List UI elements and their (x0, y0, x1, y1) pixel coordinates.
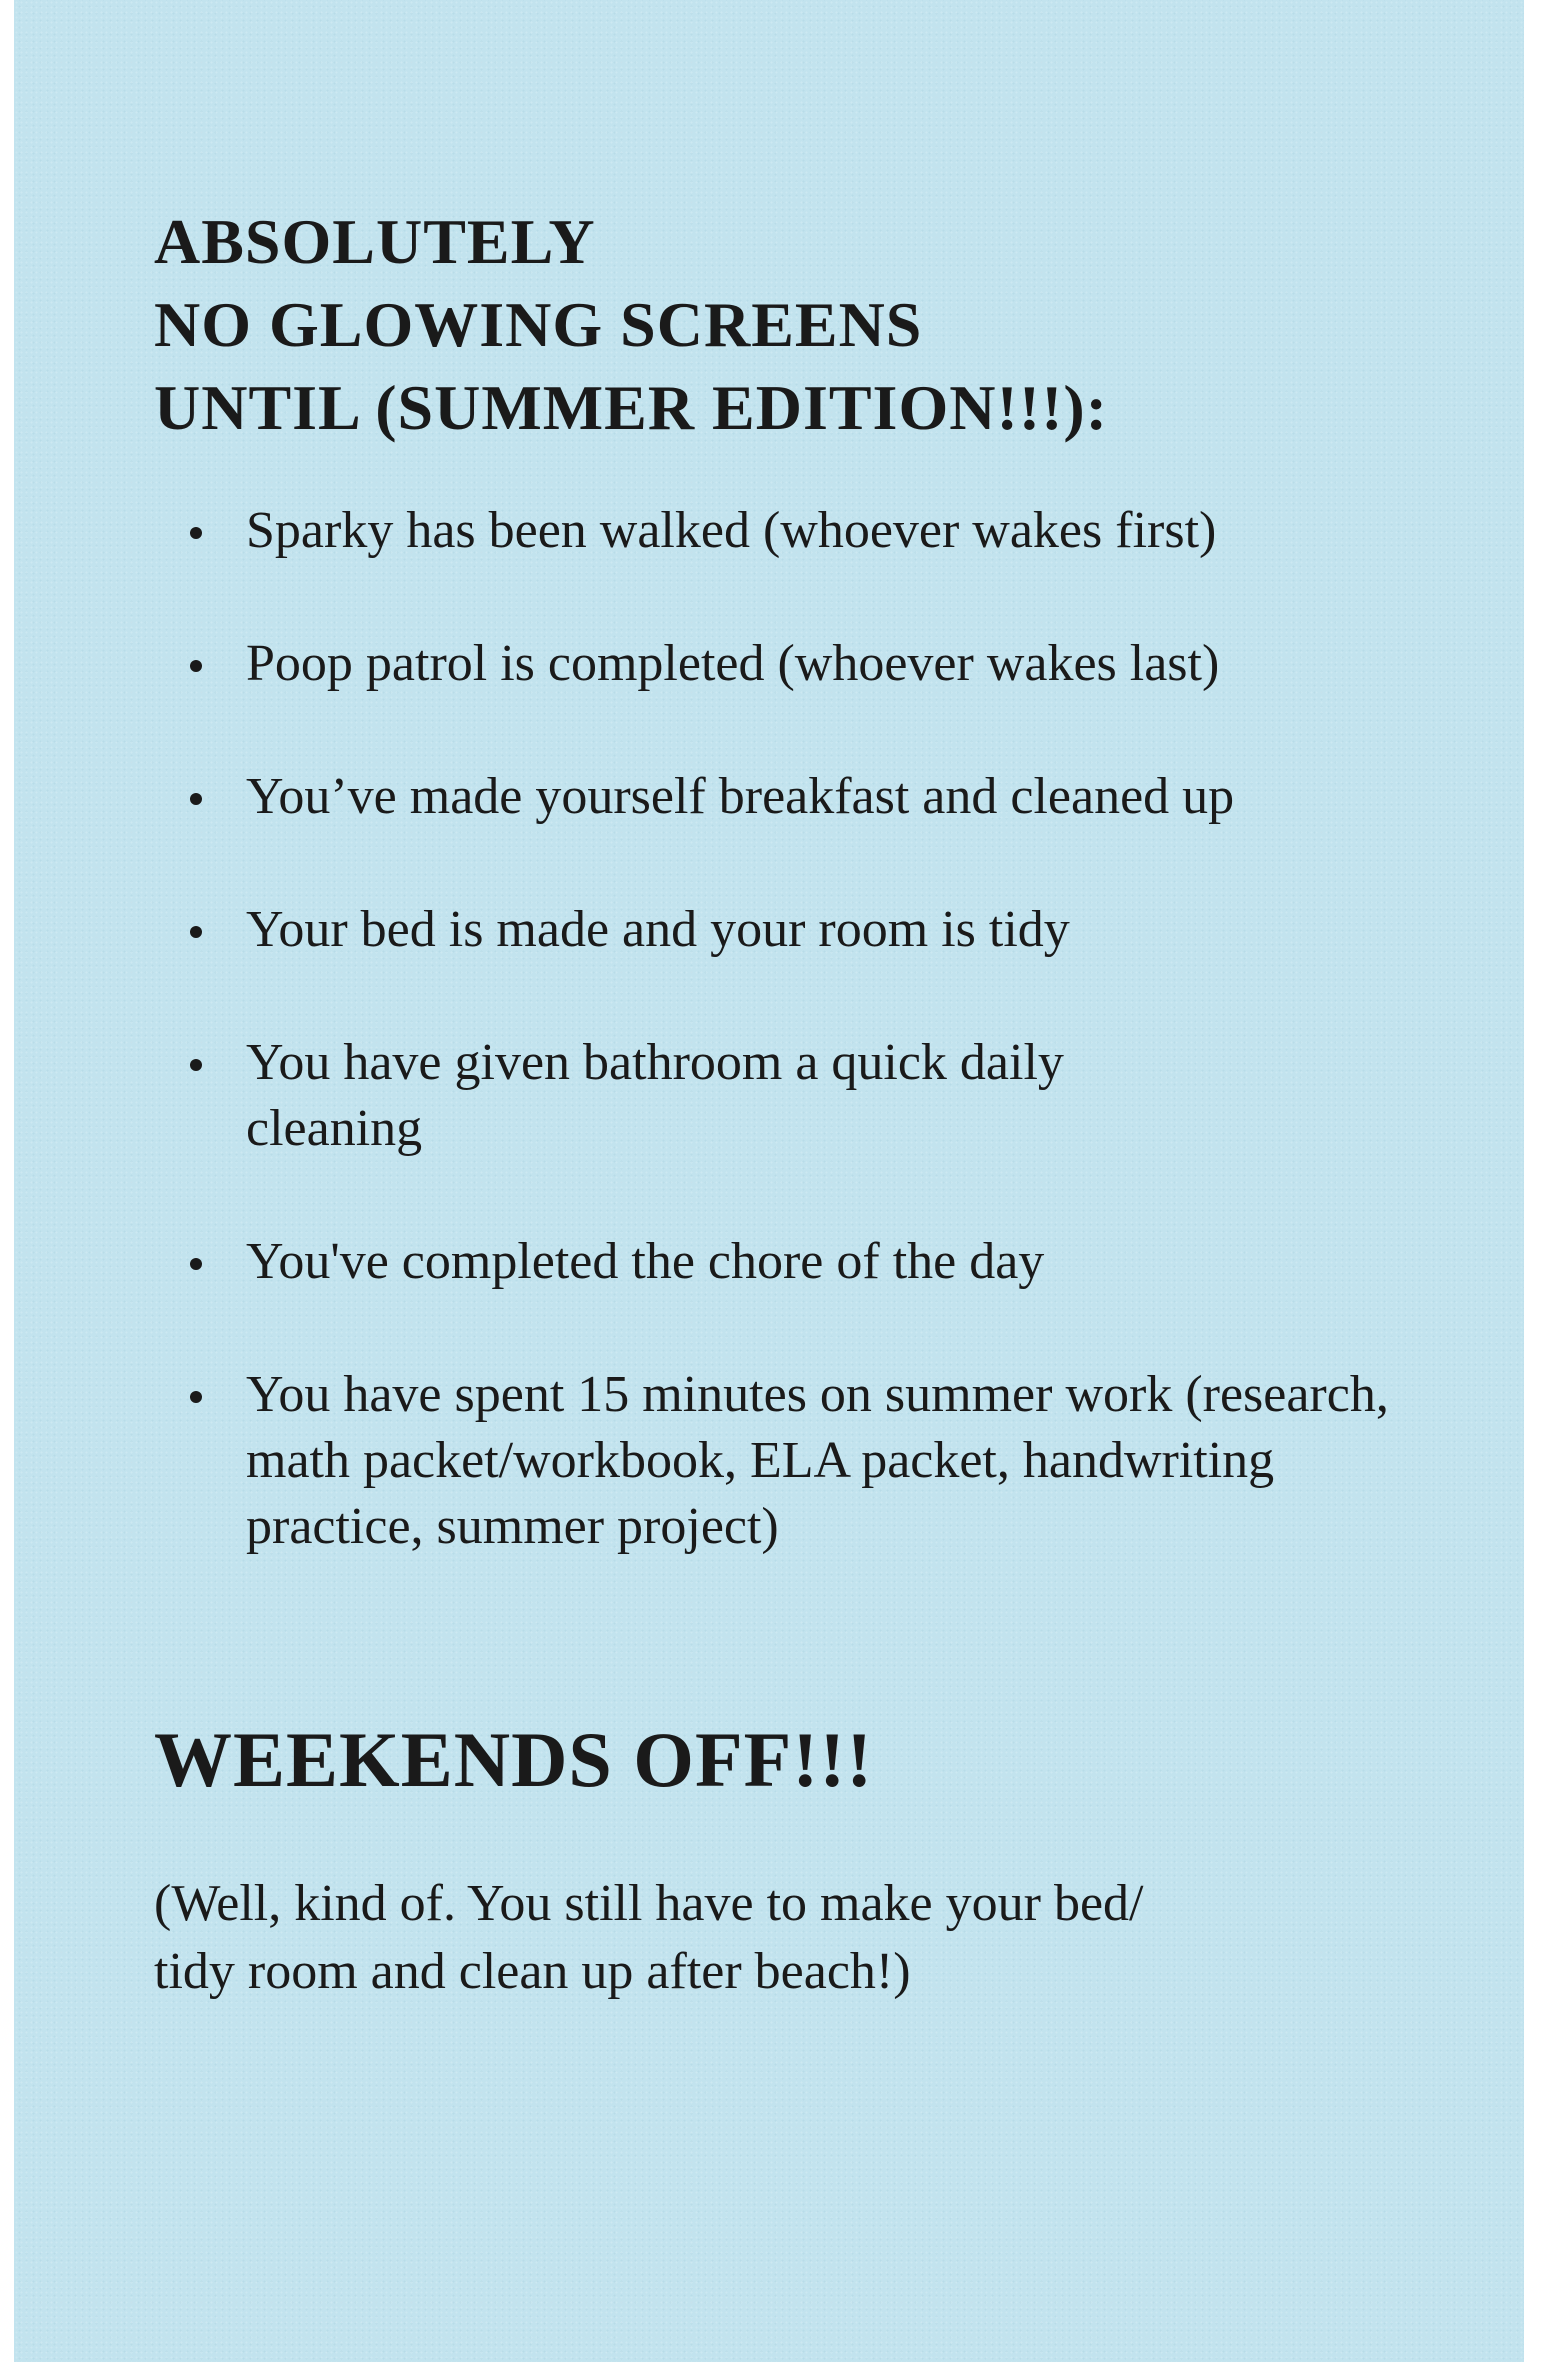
checklist-item-text: Your bed is made and your room is tidy (246, 901, 1070, 958)
bullet-icon (190, 926, 202, 938)
bullet-icon (190, 527, 202, 539)
checklist-item (184, 1229, 1384, 1295)
checklist-item (184, 498, 1384, 564)
flyer-card (14, 0, 1524, 2362)
bullet-icon (190, 793, 202, 805)
heading-line: ABSOLUTELY (154, 206, 596, 277)
weekends-title: WEEKENDS OFF!!! (154, 1716, 874, 1803)
heading-line: UNTIL (SUMMER EDITION!!!): (154, 372, 1108, 443)
checklist-item-text: Sparky has been walked (whoever wakes first) (246, 502, 1217, 559)
checklist-item (184, 764, 1384, 830)
bullet-icon (190, 660, 202, 672)
heading-line: NO GLOWING SCREENS (154, 289, 923, 360)
checklist-item (184, 897, 1384, 963)
bullet-icon (190, 1059, 202, 1071)
note-line: (Well, kind of. You still have to make your bed/ (154, 1875, 1144, 1932)
weekend-note (154, 1870, 1354, 2006)
checklist-item-text: You've completed the chore of the day (246, 1233, 1045, 1290)
bullet-icon (190, 1258, 202, 1270)
chore-checklist (184, 498, 1389, 1627)
checklist-item-text: You have spent 15 minutes on summer work (research, math packet/workbook, ELA packet, handwriting practice, summer project) (246, 1366, 1389, 1555)
checklist-item (184, 631, 1384, 697)
checklist-item-text: Poop patrol is completed (whoever wakes last) (246, 635, 1220, 692)
checklist-item (184, 1030, 1206, 1162)
note-line: tidy room and clean up after beach!) (154, 1943, 911, 2000)
checklist-item (184, 1362, 1436, 1560)
bullet-icon (190, 1391, 202, 1403)
checklist-item-text: You’ve made yourself breakfast and cleaned up (246, 768, 1235, 825)
rules-heading (154, 200, 1108, 449)
checklist-item-text: You have given bathroom a quick daily cleaning (246, 1034, 1064, 1157)
